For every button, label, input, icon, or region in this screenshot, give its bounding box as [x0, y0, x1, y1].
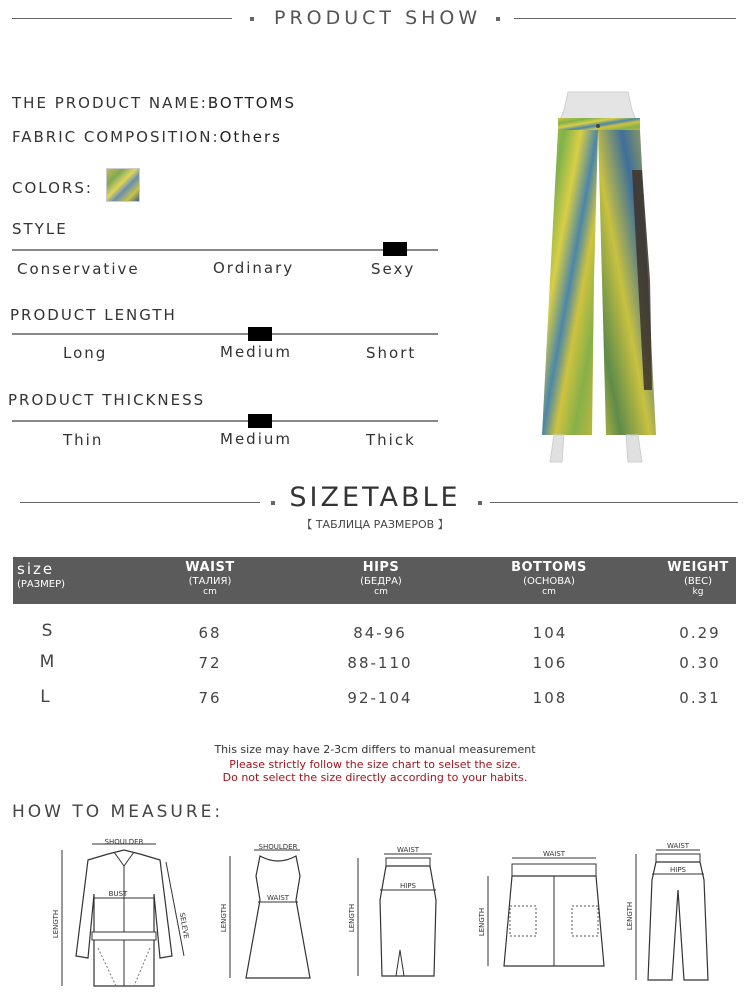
colors-label: COLORS:	[12, 179, 93, 197]
skirt-hips-label: HIPS	[400, 882, 416, 890]
style-knob[interactable]	[383, 242, 407, 256]
cell-waist: 76	[198, 689, 222, 707]
header-dot-right	[496, 17, 500, 21]
jacket-sleeve-label: SELEVE	[177, 911, 191, 940]
col-bottoms-unit: cm	[542, 587, 556, 597]
note-measurement: This size may have 2-3cm differs to manual measurement	[214, 743, 536, 756]
cell-hips: 88-110	[347, 654, 413, 672]
shorts-length-label: LENGTH	[478, 907, 486, 937]
col-weight-name: WEIGHT	[667, 560, 729, 575]
col-bottoms	[499, 560, 599, 597]
page-title: PRODUCT SHOW	[274, 7, 482, 29]
pants-length-label: LENGTH	[626, 901, 634, 931]
header-dot-left	[250, 17, 254, 21]
product-name-label: THE PRODUCT NAME:	[12, 94, 208, 112]
dress-length-label: LENGTH	[220, 903, 228, 933]
header-line-left	[12, 18, 232, 19]
sizetable-subtitle: 【 ТАБЛИЦА РАЗМЕРОВ 】	[301, 518, 449, 531]
length-track	[12, 333, 438, 335]
col-size-name: size	[17, 560, 55, 578]
thickness-track	[12, 420, 438, 422]
col-waist	[160, 560, 260, 597]
length-option-short: Short	[366, 344, 417, 362]
thickness-knob[interactable]	[248, 414, 272, 428]
sizetable-title: SIZETABLE	[289, 482, 461, 513]
length-label: PRODUCT LENGTH	[10, 306, 177, 324]
shorts-diagram	[474, 846, 614, 976]
cell-waist: 72	[198, 654, 222, 672]
product-name-value: BOTTOMS	[207, 94, 297, 112]
jacket-bust-label: BUST	[108, 890, 128, 898]
cell-size: S	[41, 621, 55, 641]
sizetable-line-right	[490, 502, 738, 503]
shorts-waist-label: WAIST	[542, 850, 566, 858]
thickness-option-thick: Thick	[366, 431, 416, 449]
how-to-measure-title: HOW TO MEASURE:	[12, 802, 224, 822]
cell-hips: 84-96	[353, 624, 407, 642]
cell-weight: 0.30	[679, 654, 721, 672]
col-waist-name: WAIST	[185, 560, 235, 575]
note-follow-chart: Please strictly follow the size chart to selset the size.	[229, 758, 521, 771]
length-option-medium: Medium	[220, 343, 292, 361]
cell-waist: 68	[198, 624, 222, 642]
col-weight-unit: kg	[692, 587, 704, 597]
length-option-long: Long	[63, 344, 108, 362]
cell-bottoms: 104	[532, 624, 568, 642]
skirt-diagram	[340, 840, 450, 985]
cell-size: L	[40, 687, 52, 707]
jacket-diagram	[48, 836, 198, 988]
color-swatch[interactable]	[106, 168, 140, 202]
pants-waist-label: WAIST	[666, 842, 690, 850]
style-label: STYLE	[12, 220, 68, 238]
fabric-label: FABRIC COMPOSITION:	[12, 128, 220, 146]
col-hips-name: HIPS	[362, 560, 400, 575]
fabric-composition	[12, 128, 282, 146]
col-hips	[331, 560, 431, 597]
skirt-waist-label: WAIST	[396, 846, 420, 854]
skirt-length-label: LENGTH	[348, 903, 356, 933]
jacket-length-label: LENGTH	[52, 909, 60, 939]
style-track	[12, 249, 438, 251]
col-waist-unit: cm	[203, 587, 217, 597]
header-line-right	[514, 18, 736, 19]
cell-hips: 92-104	[347, 689, 413, 707]
cell-bottoms: 106	[532, 654, 568, 672]
dress-diagram	[212, 840, 317, 985]
size-table-header	[13, 557, 736, 604]
col-hips-ru: (БЕДРА)	[360, 576, 402, 587]
style-option-sexy: Sexy	[371, 260, 416, 278]
col-waist-ru: (ТАЛИЯ)	[188, 576, 232, 587]
col-size-ru: (РАЗМЕР)	[17, 579, 66, 590]
fabric-value: Others	[219, 128, 282, 146]
col-weight-ru: (ВЕС)	[684, 576, 712, 587]
jacket-shoulder-label: SHOULDER	[104, 838, 144, 846]
style-option-conservative: Conservative	[17, 260, 140, 278]
col-bottoms-ru: (ОСНОВА)	[523, 576, 575, 587]
sizetable-dot-right	[478, 501, 482, 505]
product-image	[528, 90, 668, 465]
length-knob[interactable]	[248, 327, 272, 341]
product-name	[12, 94, 296, 112]
cell-weight: 0.29	[679, 624, 721, 642]
pants-hips-label: HIPS	[670, 866, 686, 874]
dress-shoulder-label: SHOULDER	[258, 843, 298, 851]
cell-size: M	[39, 652, 57, 672]
style-option-ordinary: Ordinary	[213, 259, 295, 277]
note-habits: Do not select the size directly according to your habits.	[222, 771, 528, 784]
pants-diagram	[620, 840, 720, 988]
col-hips-unit: cm	[374, 587, 388, 597]
thickness-option-thin: Thin	[63, 431, 104, 449]
thickness-option-medium: Medium	[220, 430, 292, 448]
col-size	[17, 560, 77, 590]
cell-bottoms: 108	[532, 689, 568, 707]
col-bottoms-name: BOTTOMS	[511, 560, 587, 575]
cell-weight: 0.31	[679, 689, 721, 707]
col-weight	[656, 560, 740, 597]
dress-waist-label: WAIST	[266, 894, 290, 902]
thickness-label: PRODUCT THICKNESS	[8, 391, 206, 409]
